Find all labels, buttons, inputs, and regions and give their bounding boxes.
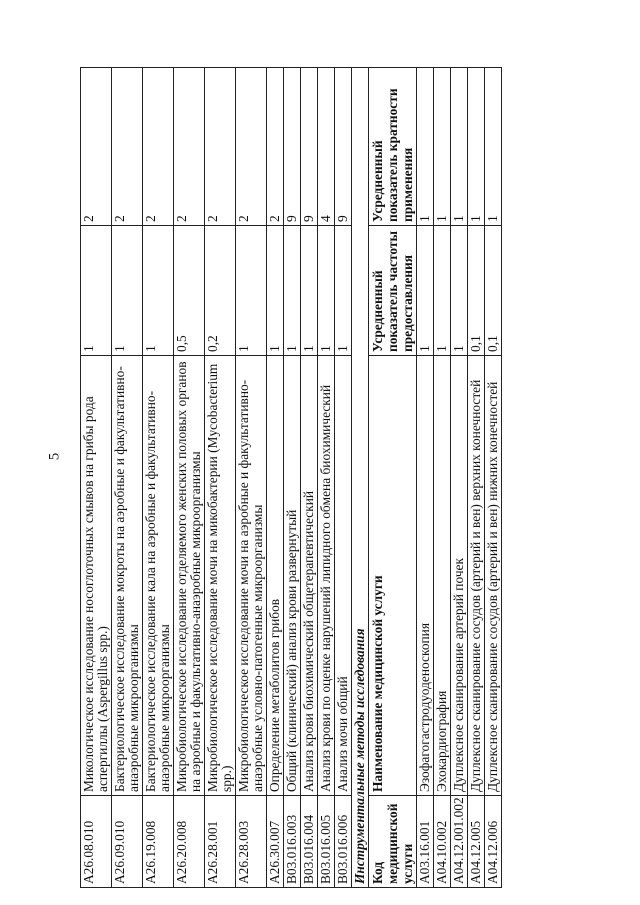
cell-frequency: 1 bbox=[81, 226, 112, 356]
cell-code: A03.16.001 bbox=[417, 796, 434, 888]
cell-frequency: 1 bbox=[434, 226, 451, 356]
section-row bbox=[352, 68, 369, 888]
cell-code: A26.28.003 bbox=[236, 796, 267, 888]
table-row bbox=[284, 68, 301, 888]
cell-code: A26.30.007 bbox=[267, 796, 284, 888]
cell-frequency: 1 bbox=[267, 226, 284, 356]
cell-multiplicity: 2 bbox=[174, 68, 205, 226]
table-row bbox=[205, 68, 236, 888]
cell-name: Микологическое исследование носоглоточных смывов на грибы рода аспергиллы (Aspergillus spp.) bbox=[81, 356, 112, 796]
table-row bbox=[451, 68, 468, 888]
cell-code: A26.08.010 bbox=[81, 796, 112, 888]
instr-rows bbox=[417, 68, 502, 888]
cell-frequency: 1 bbox=[417, 226, 434, 356]
cell-multiplicity: 2 bbox=[267, 68, 284, 226]
cell-code: B03.016.003 bbox=[284, 796, 301, 888]
cell-code: A26.28.001 bbox=[205, 796, 236, 888]
cell-code: A26.20.008 bbox=[174, 796, 205, 888]
cell-name: Микробиологическое исследование отделяемого женских половых органов на аэробные и факультативно-анаэробные микроорганизмы bbox=[174, 356, 205, 796]
cell-name: Дуплексное сканирование сосудов (артерий и вен) нижних конечностей bbox=[485, 356, 502, 796]
cell-multiplicity: 2 bbox=[143, 68, 174, 226]
header-multiplicity: Усредненный показатель кратности применения bbox=[369, 68, 417, 226]
cell-multiplicity: 2 bbox=[205, 68, 236, 226]
table-row bbox=[81, 68, 112, 888]
table-row bbox=[434, 68, 451, 888]
cell-code: A26.19.008 bbox=[143, 796, 174, 888]
cell-multiplicity: 1 bbox=[417, 68, 434, 226]
services-table bbox=[80, 67, 502, 888]
cell-frequency: 1 bbox=[318, 226, 335, 356]
table-row bbox=[174, 68, 205, 888]
table-row bbox=[485, 68, 502, 888]
cell-name: Эхокардиография bbox=[434, 356, 451, 796]
cell-frequency: 0,1 bbox=[485, 226, 502, 356]
cell-code: B03.016.006 bbox=[335, 796, 352, 888]
cell-name: Бактериологическое исследование мокроты на аэробные и факультативно-анаэробные микроорганизмы bbox=[112, 356, 143, 796]
cell-name: Определение метаболитов грибов bbox=[267, 356, 284, 796]
cell-name: Микробиологическое исследование мочи на аэробные и факультативно-анаэробные условно-патогенные микроорганизмы bbox=[236, 356, 267, 796]
table-row bbox=[318, 68, 335, 888]
cell-frequency: 1 bbox=[236, 226, 267, 356]
cell-code: B03.016.004 bbox=[301, 796, 318, 888]
cell-name: Дуплексное сканирование артерий почек bbox=[451, 356, 468, 796]
cell-multiplicity: 9 bbox=[335, 68, 352, 226]
cell-code: A04.10.002 bbox=[434, 796, 451, 888]
cell-code: B03.016.005 bbox=[318, 796, 335, 888]
cell-multiplicity: 1 bbox=[485, 68, 502, 226]
cell-name: Эзофагогастродуоденоскопия bbox=[417, 356, 434, 796]
cell-multiplicity: 9 bbox=[301, 68, 318, 226]
table-row bbox=[335, 68, 352, 888]
cell-frequency: 1 bbox=[112, 226, 143, 356]
services-table-frame bbox=[80, 68, 500, 888]
table-row bbox=[468, 68, 485, 888]
cell-multiplicity: 1 bbox=[451, 68, 468, 226]
cell-frequency: 0,1 bbox=[468, 226, 485, 356]
cell-name: Анализ крови по оценке нарушений липидного обмена биохимический bbox=[318, 356, 335, 796]
cell-frequency: 1 bbox=[451, 226, 468, 356]
cell-frequency: 0,2 bbox=[205, 226, 236, 356]
cell-multiplicity: 2 bbox=[236, 68, 267, 226]
table-row bbox=[236, 68, 267, 888]
cell-frequency: 1 bbox=[284, 226, 301, 356]
cell-code: A26.09.010 bbox=[112, 796, 143, 888]
cell-name: Дуплексное сканирование сосудов (артерий и вен) верхних конечностей bbox=[468, 356, 485, 796]
table-row bbox=[267, 68, 284, 888]
cell-multiplicity: 1 bbox=[434, 68, 451, 226]
cell-frequency: 1 bbox=[143, 226, 174, 356]
cell-code: A04.12.006 bbox=[485, 796, 502, 888]
cell-name: Общий (клинический) анализ крови развернутый bbox=[284, 356, 301, 796]
cell-multiplicity: 1 bbox=[468, 68, 485, 226]
cell-frequency: 1 bbox=[335, 226, 352, 356]
cell-frequency: 0,5 bbox=[174, 226, 205, 356]
header-frequency: Усредненный показатель частоты предоставления bbox=[369, 226, 417, 356]
cell-name: Анализ мочи общий bbox=[335, 356, 352, 796]
cell-name: Бактериологическое исследование кала на аэробные и факультативно-анаэробные микроорганизмы bbox=[143, 356, 174, 796]
cell-name: Анализ крови биохимический общетерапевтический bbox=[301, 356, 318, 796]
header-code: Код медицинской услуги bbox=[369, 796, 417, 888]
lab-rows bbox=[81, 68, 352, 888]
cell-frequency: 1 bbox=[301, 226, 318, 356]
table-row bbox=[301, 68, 318, 888]
cell-multiplicity: 9 bbox=[284, 68, 301, 226]
section-title: Инструментальные методы исследования bbox=[352, 68, 369, 888]
cell-multiplicity: 4 bbox=[318, 68, 335, 226]
cell-multiplicity: 2 bbox=[112, 68, 143, 226]
header-row bbox=[369, 68, 417, 888]
table-row bbox=[112, 68, 143, 888]
cell-multiplicity: 2 bbox=[81, 68, 112, 226]
cell-code: A04.12.001.002 bbox=[451, 796, 468, 888]
cell-code: A04.12.005 bbox=[468, 796, 485, 888]
header-name: Наименование медицинской услуги bbox=[369, 356, 417, 796]
table-row bbox=[417, 68, 434, 888]
table-row bbox=[143, 68, 174, 888]
page-number: 5 bbox=[46, 452, 63, 461]
cell-name: Микробиологическое исследование мочи на микобактерии (Mycobacterium spp.) bbox=[205, 356, 236, 796]
